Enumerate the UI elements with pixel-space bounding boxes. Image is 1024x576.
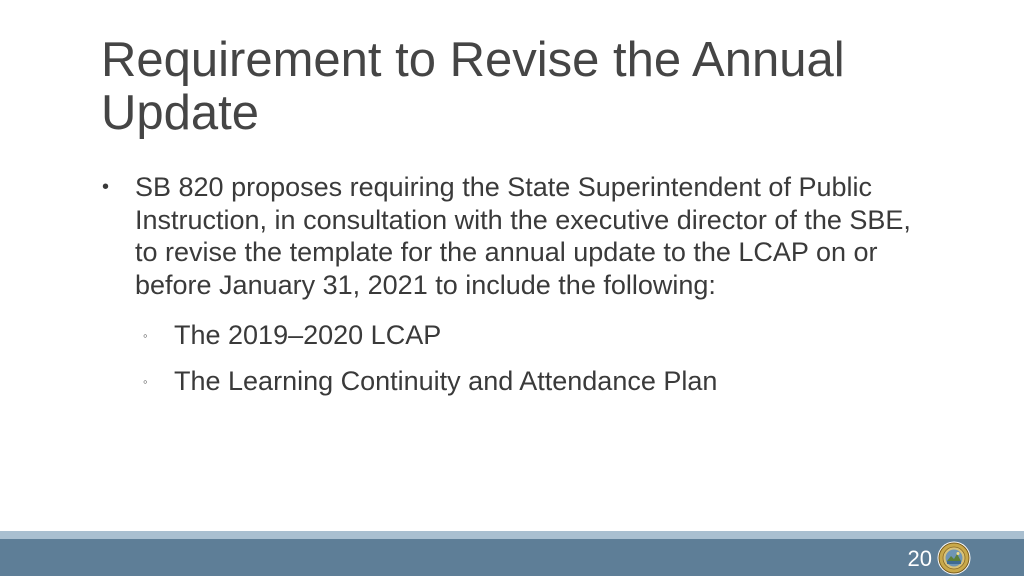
bullet-text: SB 820 proposes requiring the State Superintendent of Public Instruction, in consultation with the executive director of the SBE, to revise the template for the annual update to the LCAP on or before January 31, 2021 to include the following: [135, 172, 911, 300]
bullet-list [100, 171, 940, 411]
bullet-marker: • [102, 176, 110, 198]
footer-accent-line [0, 531, 1024, 539]
slide-title: Requirement to Revise the Annual Update [101, 33, 845, 140]
footer-bar [0, 539, 1024, 576]
sub-bullet-item [135, 319, 940, 351]
page-number: 20 [907, 546, 932, 571]
sub-bullet-marker: ◦ [143, 374, 148, 389]
state-seal-icon [937, 541, 971, 575]
sub-bullet-text: The 2019–2020 LCAP [174, 320, 442, 350]
sub-bullet-item [135, 365, 940, 397]
bullet-item [100, 171, 940, 397]
sub-bullet-marker: ◦ [143, 328, 148, 343]
sub-bullet-list [135, 319, 940, 397]
sub-bullet-text: The Learning Continuity and Attendance Plan [174, 366, 718, 396]
